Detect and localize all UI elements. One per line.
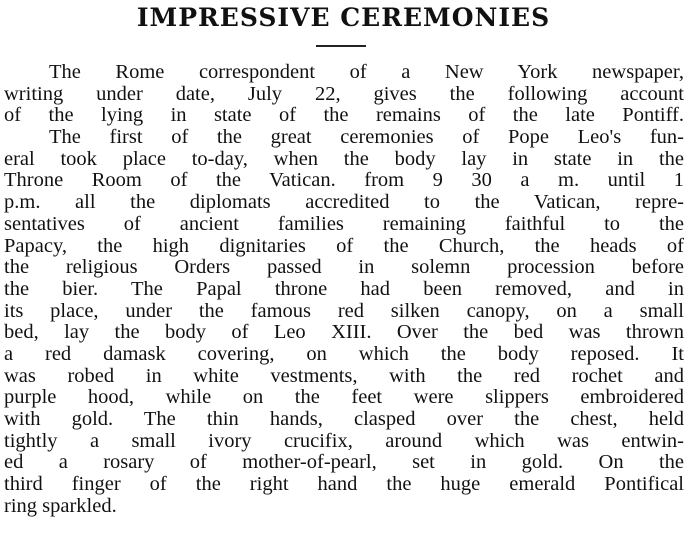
- headline-rule: [316, 45, 366, 47]
- text-line: third finger of the right hand the huge emerald Pontifical: [4, 474, 684, 496]
- text-line: a red damask covering, on which the body reposed. It: [4, 343, 684, 365]
- text-line: The first of the great ceremonies of Pope Leo's fun-: [49, 127, 684, 149]
- text-line: the religious Orders passed in solemn procession before: [4, 257, 684, 279]
- text-line: Throne Room of the Vatican. from 9 30 a m. until 1: [4, 170, 684, 192]
- text-line: of the lying in state of the remains of the late Pontiff.: [4, 105, 684, 127]
- text-line: ring sparkled.: [4, 495, 117, 517]
- article-body: [4, 62, 684, 517]
- text-line: The Rome correspondent of a New York newspaper,: [49, 62, 684, 83]
- text-line: writing under date, July 22, gives the following account: [4, 83, 684, 105]
- text-line: sentatives of ancient families remaining faithful to the: [4, 213, 684, 235]
- text-line: purple hood, while on the feet were slippers embroidered: [4, 387, 684, 409]
- text-line: the bier. The Papal throne had been removed, and in: [4, 278, 684, 300]
- text-line: p.m. all the diplomats accredited to the Vatican, repre-: [4, 192, 684, 214]
- text-line: eral took place to-day, when the body lay in state in the: [4, 148, 684, 170]
- text-line: its place, under the famous red silken canopy, on a small: [4, 300, 684, 322]
- text-line: was robed in white vestments, with the red rochet and: [4, 365, 684, 387]
- text-line: Papacy, the high dignitaries of the Church, the heads of: [4, 235, 684, 257]
- text-line: ed a rosary of mother-of-pearl, set in gold. On the: [4, 452, 684, 474]
- text-line: with gold. The thin hands, clasped over the chest, held: [4, 409, 684, 430]
- text-line: tightly a small ivory crucifix, around which was entwin-: [4, 430, 684, 452]
- text-line: bed, lay the body of Leo XIII. Over the bed was thrown: [4, 322, 684, 344]
- headline: IMPRESSIVE CEREMONIES: [136, 3, 551, 32]
